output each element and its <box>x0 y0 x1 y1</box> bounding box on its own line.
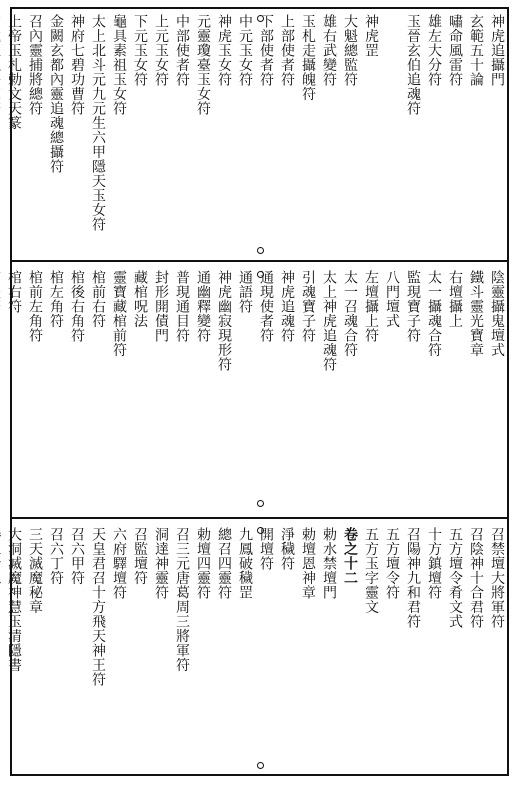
text-column <box>423 14 444 254</box>
text-column <box>360 270 381 510</box>
text-column <box>360 14 381 254</box>
text-column <box>381 527 402 771</box>
text-entry: 上部使者符 <box>279 14 295 87</box>
text-entry: 十方鎮壇符 <box>426 527 442 600</box>
text-column <box>129 270 150 510</box>
text-column <box>486 527 507 771</box>
text-entry: 五方玉字靈文 <box>363 527 379 614</box>
text-entry: 元靈瓊臺玉女符 <box>195 14 211 116</box>
text-column <box>297 527 318 771</box>
text-entry: 總召四靈符 <box>216 527 232 600</box>
text-entry <box>0 270 1 314</box>
text-column <box>66 14 87 254</box>
text-entry: 大魁總監符 <box>342 14 358 87</box>
text-column <box>171 14 192 254</box>
text-entry: 通現使者符 <box>258 270 274 343</box>
text-column <box>234 527 255 771</box>
text-entry: 中部使者符 <box>174 14 190 87</box>
text-entry: 五方壇令符 <box>384 527 400 600</box>
text-entry: 下元玉女符 <box>132 14 148 87</box>
text-entry: 玉札走攝魄符 <box>300 14 316 101</box>
text-column <box>24 270 45 510</box>
text-column <box>381 270 402 510</box>
text-entry: 卷之十二 <box>342 527 358 585</box>
text-column <box>24 527 45 771</box>
panel-middle <box>6 270 507 510</box>
text-entry: 金闕玄都內靈追魂總攝符 <box>48 14 64 174</box>
text-column <box>192 14 213 254</box>
text-column <box>318 527 339 771</box>
text-column <box>87 14 108 254</box>
text-entry: 龜具素祖玉女符 <box>111 14 127 116</box>
text-entry: 淨穢符 <box>279 527 295 571</box>
text-column <box>150 527 171 771</box>
text-entry: 中元玉女符 <box>237 14 253 87</box>
text-column <box>444 14 465 254</box>
text-column <box>486 270 507 510</box>
text-entry: 天皇君召十方飛天神王符 <box>90 527 106 687</box>
text-column <box>318 14 339 254</box>
text-entry: 監現寶子符 <box>405 270 421 343</box>
text-column <box>444 270 465 510</box>
text-column <box>402 270 423 510</box>
text-column <box>45 14 66 254</box>
text-entry: 雄左大分符 <box>426 14 442 87</box>
text-entry: 勅壇恩神章 <box>300 527 316 600</box>
text-column <box>423 270 444 510</box>
panel-divider-2 <box>10 517 509 519</box>
text-column <box>3 14 24 254</box>
text-column <box>108 270 129 510</box>
text-column <box>276 527 297 771</box>
text-column <box>45 527 66 771</box>
text-column <box>234 270 255 510</box>
text-column <box>465 527 486 771</box>
text-column <box>339 14 360 254</box>
text-column <box>255 527 276 771</box>
text-entry: 八門壇式 <box>384 270 400 328</box>
text-entry: 右壇攝上 <box>447 270 463 328</box>
text-entry: 開壇符 <box>258 527 274 571</box>
text-column <box>129 527 150 771</box>
text-entry: 太一召魂合符 <box>342 270 358 357</box>
text-entry: 太上北斗元九元生六甲隱天玉女符 <box>90 14 106 232</box>
text-entry: 勅水禁壇門 <box>321 527 337 600</box>
text-entry: 三天滅魔秘章 <box>27 527 43 614</box>
text-entry: 封形開債門 <box>153 270 169 343</box>
text-entry: 神虎追攝門 <box>489 14 505 87</box>
text-column <box>297 14 318 254</box>
text-entry: 上帝玉札勅文天篆 <box>6 14 22 130</box>
text-entry: 棺前右符 <box>90 270 106 328</box>
text-column <box>255 270 276 510</box>
text-entry <box>0 14 1 116</box>
text-column <box>3 270 24 510</box>
text-entry: 六府驛壇符 <box>111 527 127 600</box>
text-column <box>465 14 486 254</box>
text-entry: 棺左角符 <box>48 270 64 328</box>
text-column <box>339 527 360 771</box>
text-entry: 太上神虎追魂符 <box>321 270 337 372</box>
text-entry: 鐵斗靈光寶章 <box>468 270 484 357</box>
text-entry: 下部使者符 <box>258 14 274 87</box>
text-entry: 神虎玉女符 <box>216 14 232 87</box>
text-column <box>423 527 444 771</box>
text-entry: 九鳳破穢罡 <box>237 527 253 600</box>
text-entry: 通語符 <box>237 270 253 314</box>
text-column <box>402 14 423 254</box>
text-entry: 洞達神靈符 <box>153 527 169 600</box>
text-entry: 左壇攝上符 <box>363 270 379 343</box>
text-column <box>276 270 297 510</box>
text-entry <box>0 527 1 585</box>
text-entry: 通幽釋變符 <box>195 270 211 343</box>
text-entry: 引魂寶子符 <box>300 270 316 343</box>
text-entry: 召三元唐葛周三將軍符 <box>174 527 190 672</box>
text-column <box>339 270 360 510</box>
text-entry: 陰靈攝鬼壇式 <box>489 270 505 357</box>
text-column <box>213 527 234 771</box>
text-entry: 召陽神九和君符 <box>405 527 421 629</box>
text-column <box>171 527 192 771</box>
text-entry: 神虎追魂符 <box>279 270 295 343</box>
text-column <box>486 14 507 254</box>
text-entry: 神虎幽寂現形符 <box>216 270 232 372</box>
text-entry: 玄範五十論 <box>468 14 484 87</box>
text-column <box>444 527 465 771</box>
text-entry: 棺後右角符 <box>69 270 85 343</box>
text-column <box>24 14 45 254</box>
text-column <box>465 270 486 510</box>
text-entry: 勅壇四靈符 <box>195 527 211 600</box>
text-column <box>192 270 213 510</box>
panel-top <box>6 14 507 254</box>
text-column <box>108 14 129 254</box>
text-column <box>87 270 108 510</box>
text-entry: 五方壇令肴文式 <box>447 527 463 629</box>
text-entry: 召監壇符 <box>132 527 148 585</box>
text-column <box>129 14 150 254</box>
text-column <box>213 270 234 510</box>
text-entry: 大洞滅魔神慧玉清隱書 <box>6 527 22 672</box>
text-entry: 召六丁符 <box>48 527 64 585</box>
text-column <box>150 270 171 510</box>
text-entry: 藏棺呪法 <box>132 270 148 328</box>
text-column <box>255 14 276 254</box>
panel-bottom <box>6 527 507 771</box>
text-entry: 神府七碧功曹符 <box>69 14 85 116</box>
text-column <box>213 14 234 254</box>
text-entry: 召陰神十合君符 <box>468 527 484 629</box>
text-column <box>66 270 87 510</box>
text-entry: 召內靈捕將總符 <box>27 14 43 116</box>
text-column <box>402 527 423 771</box>
text-column <box>108 527 129 771</box>
text-entry: 棺前左角符 <box>27 270 43 343</box>
text-entry: 靈寶藏棺前符 <box>111 270 127 357</box>
text-column <box>66 527 87 771</box>
text-entry: 召六甲符 <box>69 527 85 585</box>
text-entry: 神虎罡 <box>363 14 379 58</box>
text-column <box>45 270 66 510</box>
text-entry: 嘯命風雷符 <box>447 14 463 87</box>
panel-divider-1 <box>10 260 509 262</box>
text-column <box>318 270 339 510</box>
text-column <box>87 527 108 771</box>
text-column <box>3 527 24 771</box>
text-entry: 棺右符 <box>6 270 22 314</box>
text-column <box>150 14 171 254</box>
text-entry: 玉晉玄伯追魂符 <box>405 14 421 116</box>
text-column <box>360 527 381 771</box>
text-column <box>192 527 213 771</box>
text-column <box>297 270 318 510</box>
text-entry: 雄右武變符 <box>321 14 337 87</box>
text-column <box>171 270 192 510</box>
text-column <box>234 14 255 254</box>
text-entry: 太一攝魂合符 <box>426 270 442 357</box>
text-entry: 普現通目符 <box>174 270 190 343</box>
text-entry: 上元玉女符 <box>153 14 169 87</box>
text-entry: 召禁壇大將軍符 <box>489 527 505 629</box>
text-column <box>276 14 297 254</box>
